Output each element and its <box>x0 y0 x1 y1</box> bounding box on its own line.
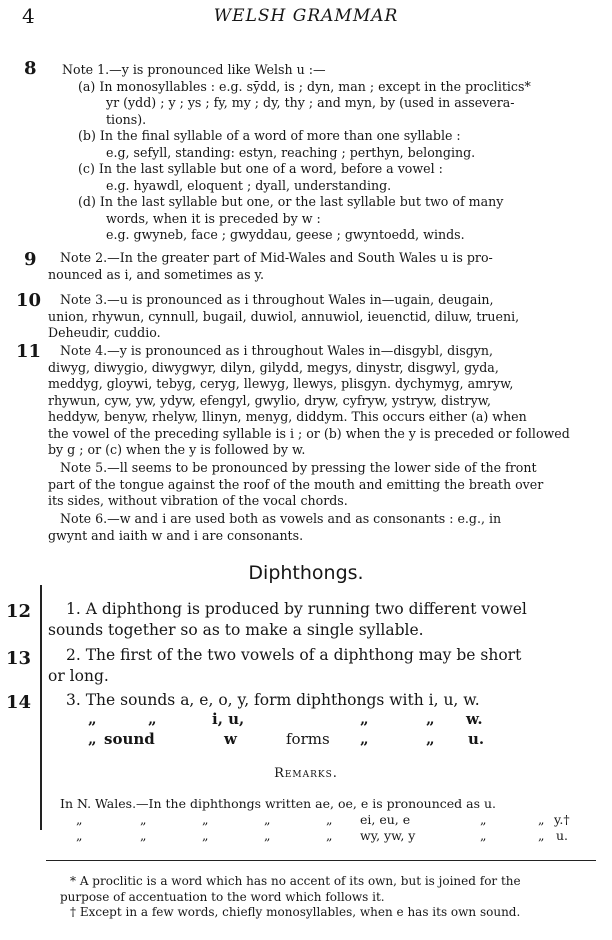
margin-rule <box>40 585 42 830</box>
ditto-mark: „ <box>360 710 369 728</box>
note-1 <box>62 62 592 244</box>
running-title: WELSH GRAMMAR <box>213 6 399 26</box>
ditto-word: sound <box>104 730 155 748</box>
para-3-line-1: 3. The sounds a, e, o, y, form diphthongs with i, u, w. <box>66 691 480 709</box>
note-2 <box>48 250 594 283</box>
footnotes <box>60 874 600 921</box>
note-1-a-line-1: (a) In monosyllables : e.g. sȳdd, is ; dyn, man ; except in the proclitics* <box>78 78 531 94</box>
note-3 <box>48 292 594 342</box>
margin-number-12: 12 <box>6 601 32 622</box>
note-6-line-1: Note 6.—w and i are used both as vowels and as consonants : e.g., in <box>60 511 502 526</box>
note-1-intro: Note 1.—y is pronounced like Welsh u :— <box>62 62 326 77</box>
para-1-line-2: sounds together so as to make a single syllable. <box>48 621 424 639</box>
note-1-d-line-2: words, when it is preceded by w : <box>106 210 321 226</box>
ditto-mark: „ <box>538 828 545 843</box>
note-1-c-line-2: e.g. hyawdl, eloquent ; dyall, understanding. <box>106 177 392 193</box>
ditto-mark: „ <box>326 812 333 827</box>
ditto-mark: „ <box>202 828 209 843</box>
margin-number-13: 13 <box>6 648 32 669</box>
para-2-line-2: or long. <box>48 667 109 685</box>
remarks-block <box>60 796 600 844</box>
ditto-grid <box>48 709 596 749</box>
remarks-end: u. <box>556 828 569 843</box>
note-1-b-line-2: e.g, sefyll, standing: estyn, reaching ; perthyn, belonging. <box>106 144 476 160</box>
ditto-row-1 <box>48 709 596 729</box>
diphthong-para-3 <box>48 690 596 711</box>
footnote-1-line-2: purpose of accentuation to the word which follows it. <box>60 889 385 904</box>
note-4-line-7: by g ; or (c) when the y is followed by w. <box>48 442 306 457</box>
note-1-d-line-3: e.g. gwyneb, face ; gwyddau, geese ; gwyntoedd, winds. <box>106 227 465 242</box>
ditto-vowel: u. <box>468 730 485 748</box>
ditto-vowel: w <box>224 730 237 748</box>
ditto-mark: „ <box>148 710 157 728</box>
remarks-line-1 <box>60 796 600 812</box>
note-5 <box>48 460 594 510</box>
ditto-row-2 <box>48 729 596 749</box>
ditto-mark: „ <box>76 812 83 827</box>
note-5-line-3: its sides, without vibration of the vocal chords. <box>48 493 348 508</box>
ditto-mark: „ <box>88 730 97 748</box>
note-6-line-2: gwynt and iaith w and i are consonants. <box>48 527 304 543</box>
ditto-mark: „ <box>480 828 487 843</box>
note-4-line-1: Note 4.—y is pronounced as i throughout Wales in—disgybl, disgyn, <box>60 343 494 358</box>
note-4-line-6: the vowel of the preceding syllable is i ; or (b) when the y is preceded or followed <box>48 425 570 441</box>
remarks-value: ei, eu, e <box>360 812 411 827</box>
remarks-line-2 <box>60 812 600 828</box>
remarks-title: Remarks. <box>274 766 338 781</box>
ditto-mark: „ <box>140 828 147 843</box>
note-1-d-line-1: (d) In the last syllable but one, or the last syllable but two of many <box>78 194 504 209</box>
margin-number-8: 8 <box>24 58 37 79</box>
remarks-value: wy, yw, y <box>360 828 416 843</box>
ditto-mark: „ <box>360 730 369 748</box>
note-3-line-2: union, rhywun, cynnull, bugail, duwiol, annuwiol, ieuenctid, diluw, trueni, <box>48 308 520 324</box>
ditto-mark: „ <box>538 812 545 827</box>
ditto-mark: „ <box>88 710 97 728</box>
ditto-vowels: i, u, <box>212 710 245 728</box>
footnote-1-line-1: * A proclitic is a word which has no accent of its own, but is joined for the <box>70 874 521 888</box>
ditto-mark: „ <box>480 812 487 827</box>
ditto-mark: „ <box>76 828 83 843</box>
note-5-line-2: part of the tongue against the roof of the mouth and emitting the breath over <box>48 476 544 492</box>
para-1-line-1: 1. A diphthong is produced by running two different vowel <box>66 600 527 618</box>
margin-number-11: 11 <box>16 341 42 362</box>
remarks-line-3 <box>60 828 600 844</box>
ditto-mark: „ <box>326 828 333 843</box>
note-6 <box>48 511 594 544</box>
page-number: 4 <box>22 4 35 28</box>
ditto-vowel: w. <box>466 710 483 728</box>
margin-number-10: 10 <box>16 290 42 311</box>
section-heading: Diphthongs. <box>248 562 364 584</box>
ditto-mark: „ <box>426 710 435 728</box>
footnote-2: † Except in a few words, chiefly monosyllables, when e has its own sound. <box>70 905 521 919</box>
ditto-mark: „ <box>264 812 271 827</box>
remarks-text: In N. Wales.—In the diphthongs written ae, oe, e is pronounced as u. <box>60 796 497 811</box>
note-1-a-line-2: yr (ydd) ; y ; ys ; fy, my ; dy, thy ; and myn, by (used in assevera- <box>106 95 515 110</box>
margin-number-14: 14 <box>6 692 32 713</box>
note-3-line-3: Deheudir, cuddio. <box>48 325 161 340</box>
margin-number-9: 9 <box>24 249 37 270</box>
note-4-line-2: diwyg, diwygio, diwygwyr, dilyn, gilydd, megys, dinystr, disgwyl, gyda, <box>48 359 499 375</box>
note-1-c-line-1: (c) In the last syllable but one of a word, before a vowel : <box>78 161 443 176</box>
note-4-line-5: heddyw, benyw, rhelyw, llinyn, menyg, diddym. This occurs either (a) when <box>48 409 527 424</box>
note-1-b-line-1: (b) In the final syllable of a word of more than one syllable : <box>78 128 461 143</box>
note-2-line-2: nounced as i, and sometimes as y. <box>48 266 264 282</box>
note-3-line-1: Note 3.—u is pronounced as i throughout Wales in—ugain, deugain, <box>60 292 494 307</box>
ditto-mark: „ <box>264 828 271 843</box>
ditto-word: forms <box>286 730 330 748</box>
ditto-mark: „ <box>202 812 209 827</box>
diphthong-para-1 <box>48 599 596 641</box>
ditto-mark: „ <box>140 812 147 827</box>
diphthong-para-2 <box>48 645 596 687</box>
note-2-line-1: Note 2.—In the greater part of Mid-Wales and South Wales u is pro- <box>60 250 493 265</box>
note-4-line-3: meddyg, gloywi, tebyg, ceryg, llewyg, llewys, plisgyn. dychymyg, amryw, <box>48 376 514 391</box>
note-4-line-4: rhywun, cyw, yw, ydyw, efengyl, gwylio, dryw, cyfryw, ystryw, distryw, <box>48 392 492 408</box>
note-4 <box>48 343 594 459</box>
note-1-a-line-3: tions). <box>106 111 147 127</box>
footnote-divider <box>46 860 596 861</box>
ditto-mark: „ <box>426 730 435 748</box>
remarks-end: y.† <box>554 812 570 827</box>
note-5-line-1: Note 5.—ll seems to be pronounced by pressing the lower side of the front <box>60 460 537 475</box>
para-2-line-1: 2. The first of the two vowels of a diphthong may be short <box>66 646 522 664</box>
